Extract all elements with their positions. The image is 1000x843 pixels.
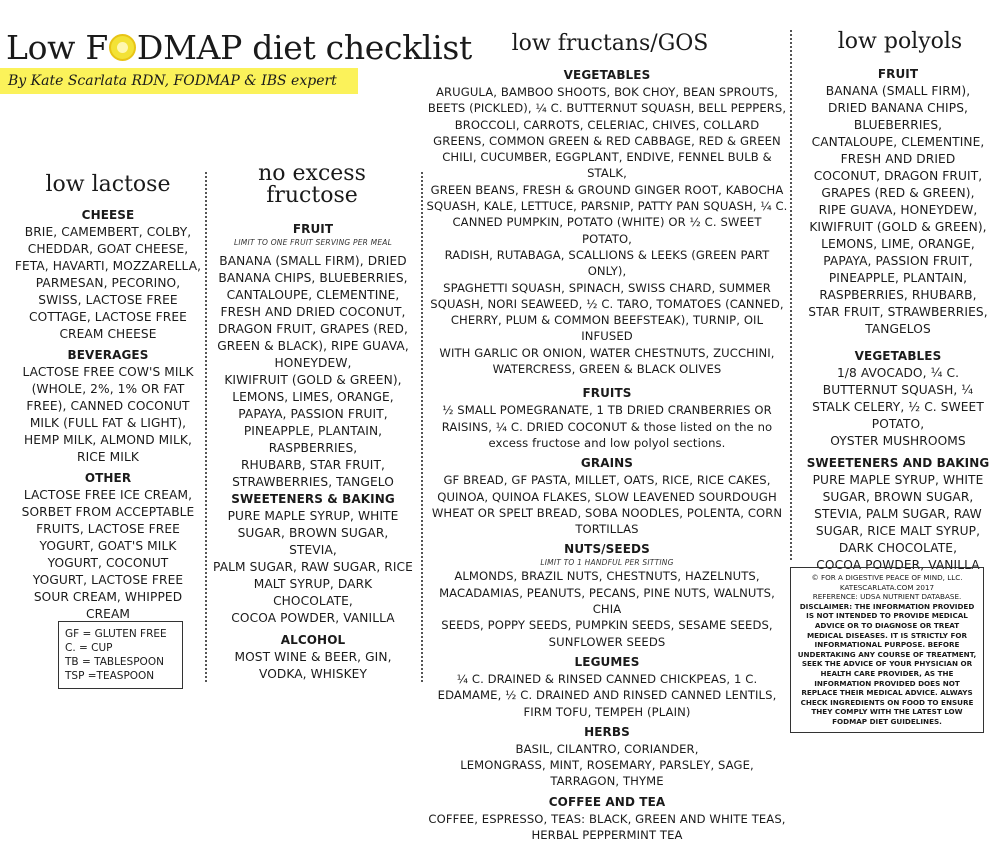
section-title-vegetables: VEGETABLES xyxy=(563,68,651,82)
section-title-beverages: BEVERAGES xyxy=(67,348,149,362)
section-note-nuts-seeds: LIMIT TO 1 HANDFUL PER SITTING xyxy=(540,558,674,568)
lemon-slice-icon xyxy=(109,34,136,61)
section-body-fruit: BANANA (SMALL FIRM), DRIED BANANA CHIPS, BLUEBERRIES, CANTALOUPE, CLEMENTINE, FRESH AND DRIED COCONUT, DRAGON FRUIT, GRAPES (RED & GREEN), RIPE GUAVA, HONEYDEW, KIWIFRUIT (GOLD & GREEN), LEMONS, LIME, ORANGE, PAPAYA, PASSION FRUIT, PINEAPPLE, PLANTAIN, RASPBERRIES, RHUBARB, STAR FRUIT, STRAWBERRIES, TANGELOS xyxy=(808,84,988,336)
column-low-lactose xyxy=(6,207,210,623)
website-line: KATESCARLATA.COM 2017 xyxy=(839,582,935,592)
section-title-sweeteners: SWEETENERS AND BAKING xyxy=(806,456,990,470)
section-body-grains: GF BREAD, GF PASTA, MILLET, OATS, RICE, RICE CAKES, QUINOA, QUINOA FLAKES, SLOW LEAVENED SOURDOUGH WHEAT OR SPELT BREAD, SOBA NOODLES, POLENTA, CORN TORTILLAS xyxy=(431,473,783,537)
heading-no-excess-fructose xyxy=(222,163,402,207)
section-body-herbs: BASIL, CILANTRO, CORIANDER, LEMONGRASS, MINT, ROSEMARY, PARSLEY, SAGE, TARRAGON, THYME xyxy=(460,741,754,789)
section-title-sweeteners: SWEETENERS & BAKING xyxy=(231,492,395,506)
section-body-cheese: BRIE, CAMEMBERT, COLBY, CHEDDAR, GOAT CHEESE, FETA, HAVARTI, MOZZARELLA, PARMESAN, PECORINO, SWISS, LACTOSE FREE COTTAGE, LACTOSE FREE CREAM CHEESE xyxy=(14,225,202,341)
section-body-sweeteners: PURE MAPLE SYRUP, WHITE SUGAR, BROWN SUGAR, STEVIA, PALM SUGAR, RAW SUGAR, RICE MALT SYRUP, DARK CHOCOLATE, COCOA POWDER, VANILLA xyxy=(812,473,984,572)
heading-low-lactose: low lactose xyxy=(45,172,171,197)
section-title-coffee-tea: COFFEE AND TEA xyxy=(548,794,666,809)
disclaimer-text: DISCLAIMER: THE INFORMATION PROVIDED IS NOT INTENDED TO PROVIDE MEDICAL ADVICE OR TO DIAGNOSE OR TREAT MEDICAL DISEASES. IT IS STRICTLY FOR INFORMATIONAL PURPOSE. BEFORE UNDERTAKING ANY COURSE OF TREATMENT, SEEK THE ADVICE OF YOUR PHYSICIAN OR HEALTH CARE PROVIDER, AS THE INFORMATION PROVIDED DOES NOT REPLACE THEIR MEDICAL ADVICE. ALWAYS CHECK INGREDIENTS ON FOOD TO ENSURE THEY COMPLY WITH THE LATEST LOW FODMAP DIET GUIDELINES. xyxy=(797,601,977,726)
heading-low-fructans-gos: low fructans/GOS xyxy=(511,31,709,56)
section-title-alcohol: ALCOHOL xyxy=(280,633,346,647)
section-body-fruits: ½ SMALL POMEGRANATE, 1 TB DRIED CRANBERRIES OR RAISINS, ¼ C. DRIED COCONUT & those listed on the no excess fructose and low polyol sections. xyxy=(441,403,773,450)
column-no-excess-fructose xyxy=(212,221,414,683)
section-title-other: OTHER xyxy=(84,471,132,485)
section-title-nuts-seeds: NUTS/SEEDS xyxy=(564,542,650,557)
section-title-fruit: FRUIT xyxy=(292,222,334,236)
copyright-line: © FOR A DIGESTIVE PEACE OF MIND, LLC. xyxy=(811,573,963,582)
abbreviation-item: TSP =TEASPOON xyxy=(65,670,155,682)
column-divider xyxy=(790,30,792,560)
column-low-polyols xyxy=(796,66,1000,574)
section-body-vegetables: ARUGULA, BAMBOO SHOOTS, BOK CHOY, BEAN SPROUTS, BEETS (PICKLED), ¼ C. BUTTERNUT SQUASH, BELL PEPPERS, BROCCOLI, CARROTS, CELERIAC, CHIVES, COLLARD GREENS, COMMON GREEN & RED CABBAGE, RED & GREEN CHILI, CUCUMBER, EGGPLANT, ENDIVE, FENNEL BULB & STALK, GREEN BEANS, FRESH & GROUND GINGER ROOT, KABOCHA SQUASH, KALE, LETTUCE, PARSNIP, PATTY PAN SQUASH, ¼ C. CANNED PUMPKIN, POTATO (WHITE) OR ½ C. SWEET POTATO, RADISH, RUTABAGA, SCALLIONS & LEEKS (GREEN PART ONLY), SPAGHETTI SQUASH, SPINACH, SWISS CHARD, SUMMER SQUASH, NORI SEAWEED, ½ C. TARO, TOMATOES (CANNED, CHERRY, PLUM & COMMON BEEFSTEAK), TURNIP, OIL INFUSED WITH GARLIC OR ONION, WATER CHESTNUTS, ZUCCHINI, WATERCRESS, GREEN & BLACK OLIVES xyxy=(426,85,788,377)
section-body-fruit: BANANA (SMALL FIRM), DRIED BANANA CHIPS, BLUEBERRIES, CANTALOUPE, CLEMENTINE, FRESH AND DRIED COCONUT, DRAGON FRUIT, GRAPES (RED, GREEN & BLACK), RIPE GUAVA, HONEYDEW, KIWIFRUIT (GOLD & GREEN), LEMONS, LIMES, ORANGE, PAPAYA, PASSION FRUIT, PINEAPPLE, PLANTAIN, RASPBERRIES, RHUBARB, STAR FRUIT, STRAWBERRIES, TANGELO xyxy=(217,254,409,489)
heading-line: fructose xyxy=(266,183,358,208)
section-title-vegetables: VEGETABLES xyxy=(854,349,942,363)
column-divider xyxy=(205,172,207,682)
section-body-vegetables: 1/8 AVOCADO, ¼ C. BUTTERNUT SQUASH, ¼ STALK CELERY, ½ C. SWEET POTATO, OYSTER MUSHROOMS xyxy=(812,366,984,448)
abbreviation-item: GF = GLUTEN FREE xyxy=(65,628,167,640)
heading-low-polyols: low polyols xyxy=(837,29,963,54)
column-low-fructans-gos xyxy=(426,67,788,843)
column-divider xyxy=(421,172,423,682)
section-title-grains: GRAINS xyxy=(580,456,634,471)
disclaimer-box xyxy=(790,567,984,733)
section-body-legumes: ¼ C. DRAINED & RINSED CANNED CHICKPEAS, 1 C. EDAMAME, ½ C. DRAINED AND RINSED CANNED LENTILS, FIRM TOFU, TEMPEH (PLAIN) xyxy=(437,671,777,719)
section-body-alcohol: MOST WINE & BEER, GIN, VODKA, WHISKEY xyxy=(234,650,392,681)
section-body-sweeteners: PURE MAPLE SYRUP, WHITE SUGAR, BROWN SUGAR, STEVIA, PALM SUGAR, RAW SUGAR, RICE MALT SYRUP, DARK CHOCOLATE, COCOA POWDER, VANILLA xyxy=(213,509,413,625)
reference-line: REFERENCE: UDSA NUTRIENT DATABASE. xyxy=(812,592,962,602)
author-byline: By Kate Scarlata RDN, FODMAP & IBS expert xyxy=(0,68,358,94)
section-body-other: LACTOSE FREE ICE CREAM, SORBET FROM ACCEPTABLE FRUITS, LACTOSE FREE YOGURT, GOAT'S MILK YOGURT, COCONUT YOGURT, LACTOSE FREE SOUR CREAM, WHIPPED CREAM xyxy=(21,488,195,621)
section-body-beverages: LACTOSE FREE COW'S MILK (WHOLE, 2%, 1% OR FAT FREE), CANNED COCONUT MILK (FULL FAT & LIGHT), HEMP MILK, ALMOND MILK, RICE MILK xyxy=(22,365,194,464)
abbreviation-item: C. = CUP xyxy=(65,642,113,654)
section-body-nuts-seeds: ALMONDS, BRAZIL NUTS, CHESTNUTS, HAZELNUTS, MACADAMIAS, PEANUTS, PECANS, PINE NUTS, WALNUTS, CHIA SEEDS, POPPY SEEDS, PUMPKIN SEEDS, SESAME SEEDS, SUNFLOWER SEEDS xyxy=(439,569,775,649)
abbreviation-key xyxy=(58,621,183,689)
section-title-herbs: HERBS xyxy=(584,724,630,739)
section-title-fruit: FRUIT xyxy=(877,67,919,81)
abbreviation-item: TB = TABLESPOON xyxy=(65,656,164,668)
page-title: Low F DMAP diet checklist xyxy=(6,28,473,67)
section-title-fruits: FRUITS xyxy=(582,386,632,401)
section-note-fruit: LIMIT TO ONE FRUIT SERVING PER MEAL xyxy=(234,238,392,247)
section-body-coffee-tea: COFFEE, ESPRESSO, TEAS: BLACK, GREEN AND WHITE TEAS, HERBAL PEPPERMINT TEA xyxy=(428,811,786,842)
section-title-legumes: LEGUMES xyxy=(574,654,640,669)
section-title-cheese: CHEESE xyxy=(81,208,135,222)
heading-line: no excess xyxy=(258,161,366,186)
